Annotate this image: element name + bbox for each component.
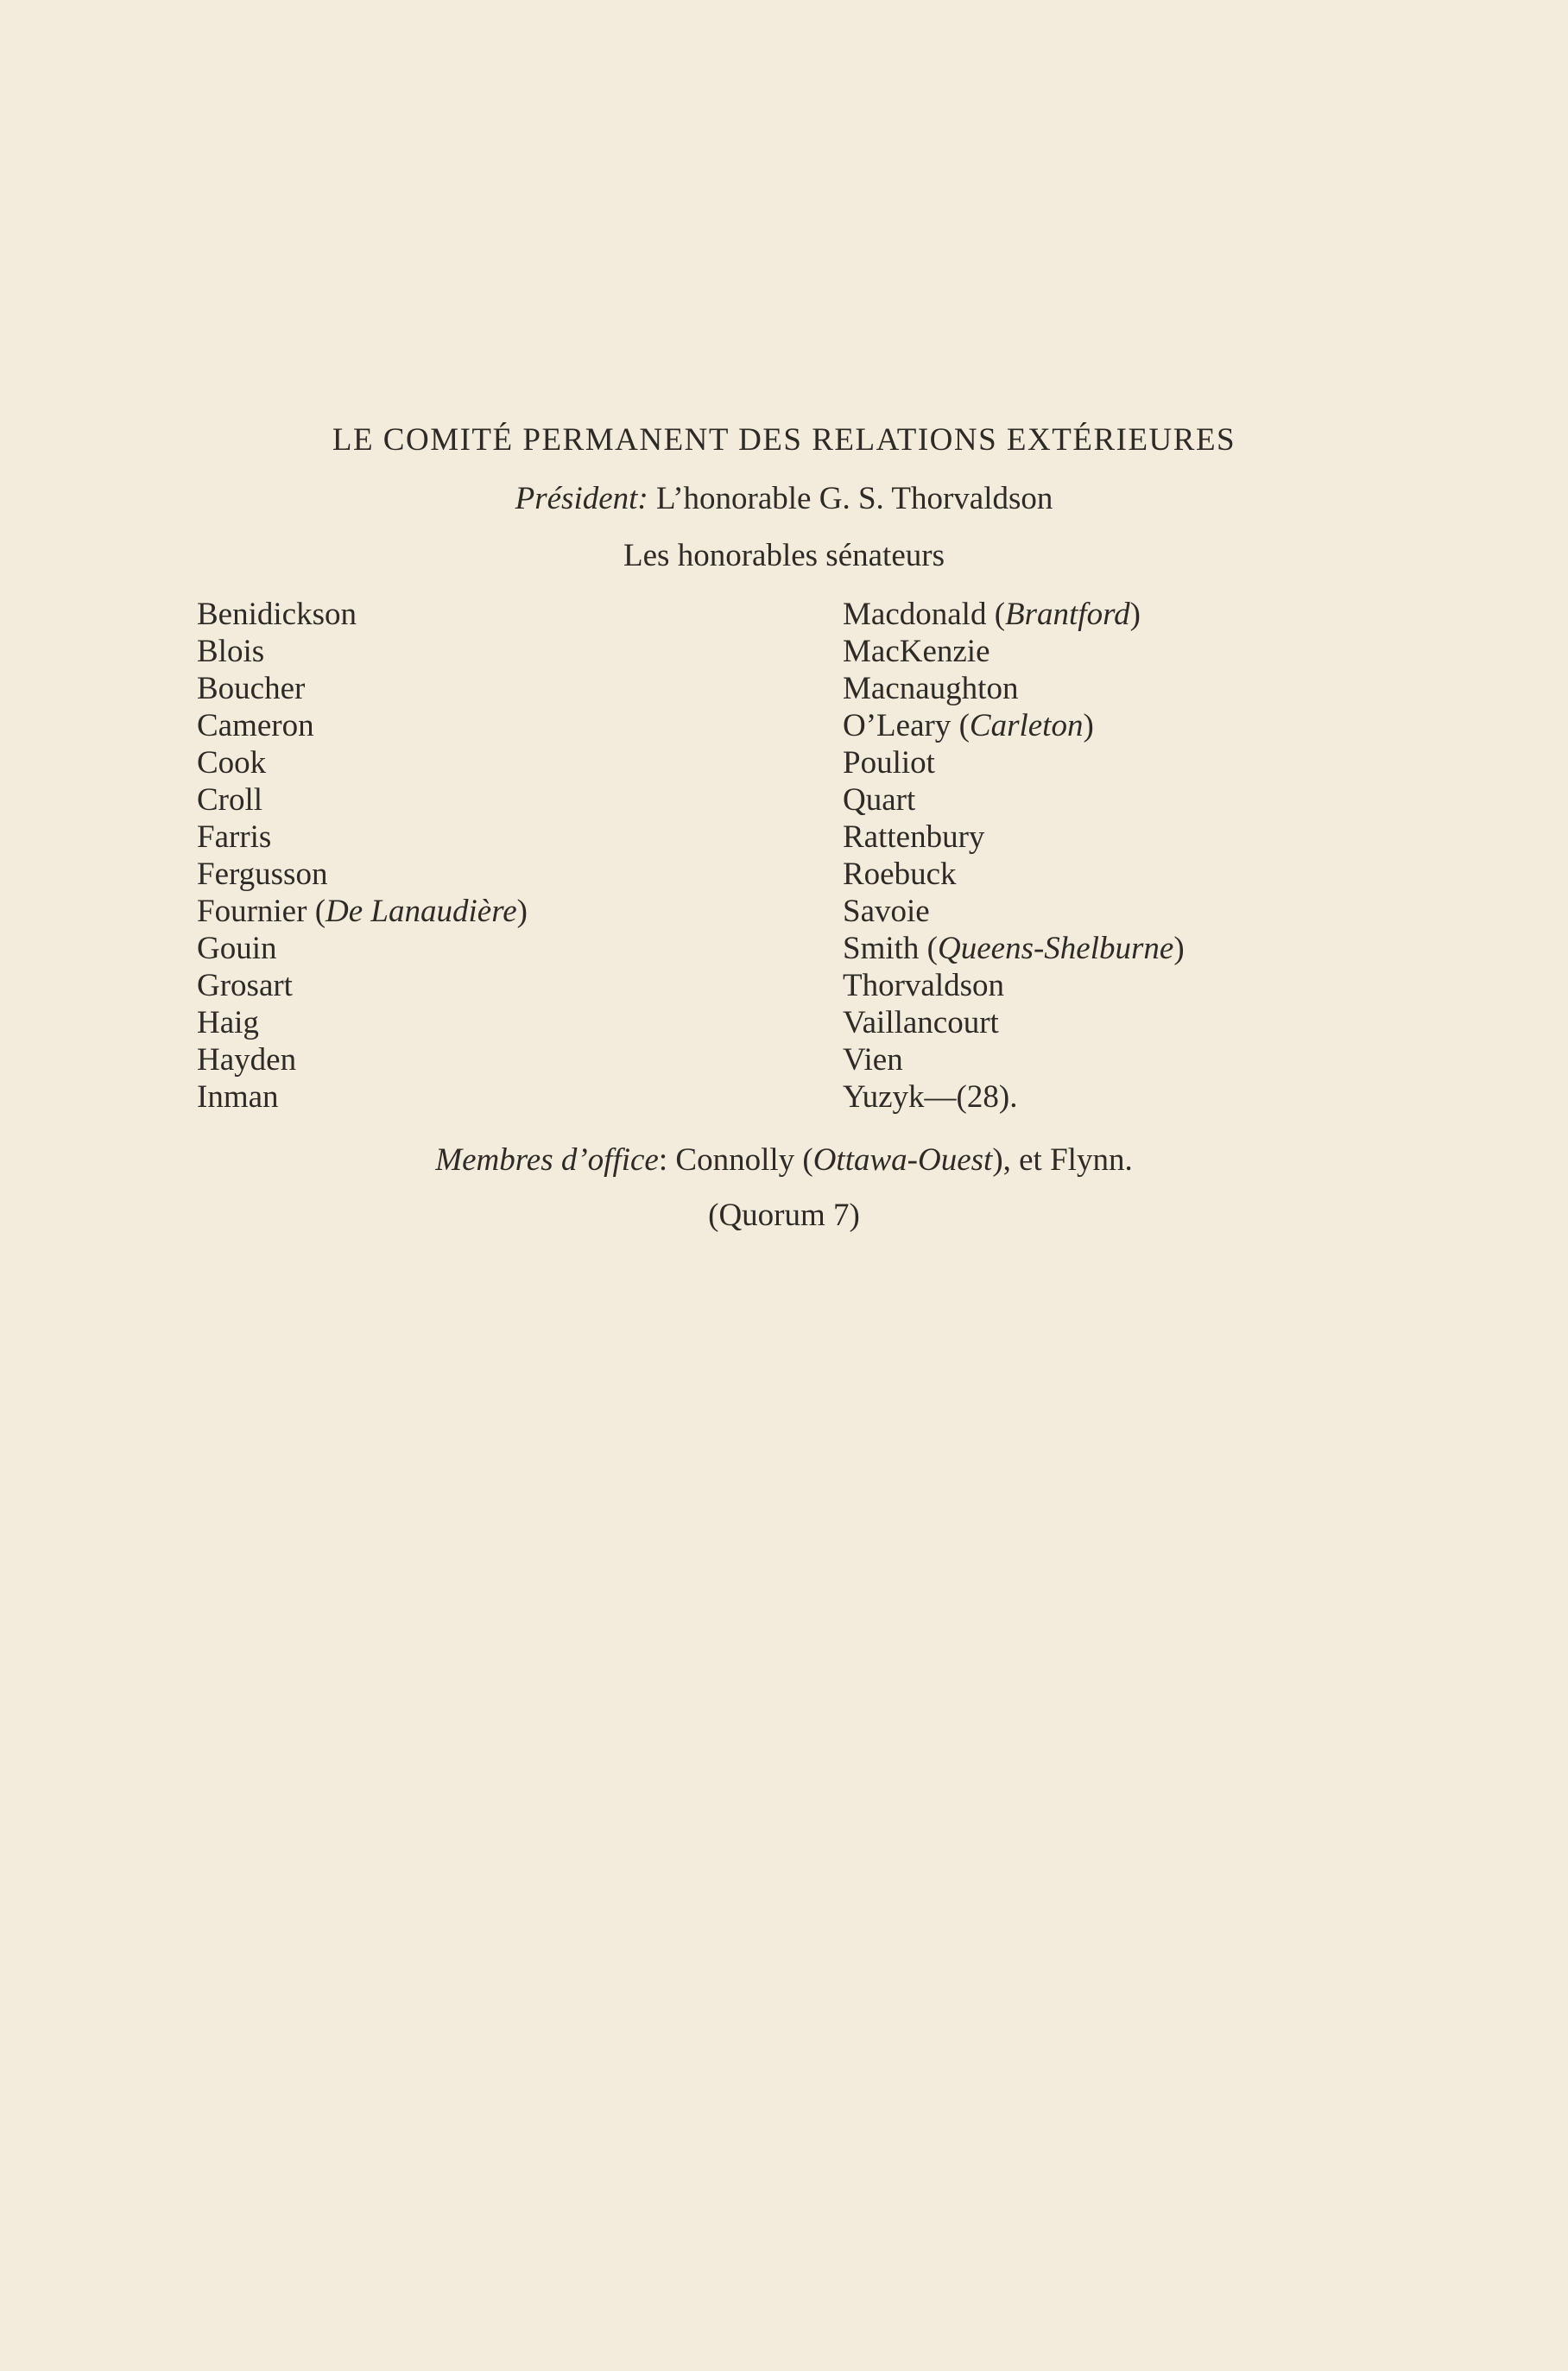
member-item <box>197 1041 528 1078</box>
ex-officio-label: Membres d’office <box>435 1142 659 1178</box>
member-item <box>843 670 1185 707</box>
member-name: Fournier <box>197 894 307 929</box>
member-name: O’Leary <box>843 708 952 743</box>
member-item <box>197 744 528 781</box>
member-name: Croll <box>197 782 263 818</box>
member-item <box>843 819 1185 856</box>
ex-officio-text-after: ), et Flynn. <box>992 1142 1133 1178</box>
member-item <box>843 781 1185 819</box>
chair-name: L’honorable G. S. Thorvaldson <box>656 481 1053 516</box>
member-riding: Brantford <box>1005 597 1130 632</box>
member-item <box>197 781 528 819</box>
member-name: Gouin <box>197 931 277 966</box>
members-right-column <box>843 596 1185 1116</box>
member-name: Quart <box>843 782 916 818</box>
member-item <box>197 633 528 670</box>
member-item <box>843 1078 1185 1116</box>
chair-line <box>0 480 1568 517</box>
member-item <box>197 1004 528 1041</box>
member-name: Smith <box>843 931 920 966</box>
member-name: Macnaughton <box>843 671 1019 706</box>
member-name: Vaillancourt <box>843 1005 999 1040</box>
ex-officio-line <box>0 1141 1568 1179</box>
member-name: Roebuck <box>843 857 957 892</box>
member-item <box>197 596 528 633</box>
senators-subheading: Les honorables sénateurs <box>623 538 945 573</box>
member-name: Blois <box>197 634 265 669</box>
member-item <box>197 930 528 967</box>
ex-officio-text-before: : Connolly ( <box>658 1142 813 1178</box>
member-riding: Queens-Shelburne <box>938 931 1174 966</box>
member-item <box>197 1078 528 1116</box>
member-riding: De Lanaudière <box>326 894 517 929</box>
member-item <box>843 744 1185 781</box>
member-name: MacKenzie <box>843 634 990 669</box>
ex-officio-riding: Ottawa-Ouest <box>812 1142 993 1178</box>
members-left-column <box>197 596 528 1116</box>
member-item <box>843 1004 1185 1041</box>
member-item <box>843 967 1185 1004</box>
quorum-line: (Quorum 7) <box>708 1198 860 1233</box>
member-name: Vien <box>843 1042 903 1078</box>
member-item <box>197 967 528 1004</box>
member-name: Hayden <box>197 1042 297 1078</box>
member-name: Haig <box>197 1005 259 1040</box>
member-name: Fergusson <box>197 857 328 892</box>
member-item <box>843 893 1185 930</box>
member-item: Fournier (De Lanaudière) <box>197 894 528 929</box>
committee-heading: LE COMITÉ PERMANENT DES RELATIONS EXTÉRIEURES <box>332 422 1236 458</box>
member-name: Cameron <box>197 708 314 743</box>
chair-label: Président: <box>515 481 648 516</box>
member-name: Rattenbury <box>843 819 985 855</box>
member-item <box>197 819 528 856</box>
member-name: Benidickson <box>197 597 357 632</box>
member-item <box>843 633 1185 670</box>
member-item: O’Leary (Carleton) <box>843 708 1094 743</box>
member-name: Thorvaldson <box>843 968 1005 1003</box>
member-name: Savoie <box>843 894 930 929</box>
member-item <box>197 670 528 707</box>
member-count: —(28). <box>924 1079 1018 1115</box>
member-item <box>843 856 1185 893</box>
member-name: Boucher <box>197 671 306 706</box>
member-name: Cook <box>197 745 267 781</box>
member-name: Farris <box>197 819 272 855</box>
member-item <box>843 1041 1185 1078</box>
member-item: Macdonald (Brantford) <box>843 597 1141 632</box>
member-item: Smith (Queens-Shelburne) <box>843 931 1185 966</box>
member-name: Inman <box>197 1079 279 1115</box>
member-item <box>197 856 528 893</box>
member-item <box>197 707 528 744</box>
member-name: Yuzyk <box>843 1079 925 1115</box>
member-name: Pouliot <box>843 745 935 781</box>
member-riding: Carleton <box>969 708 1084 743</box>
member-name: Macdonald <box>843 597 987 632</box>
member-name: Grosart <box>197 968 293 1003</box>
